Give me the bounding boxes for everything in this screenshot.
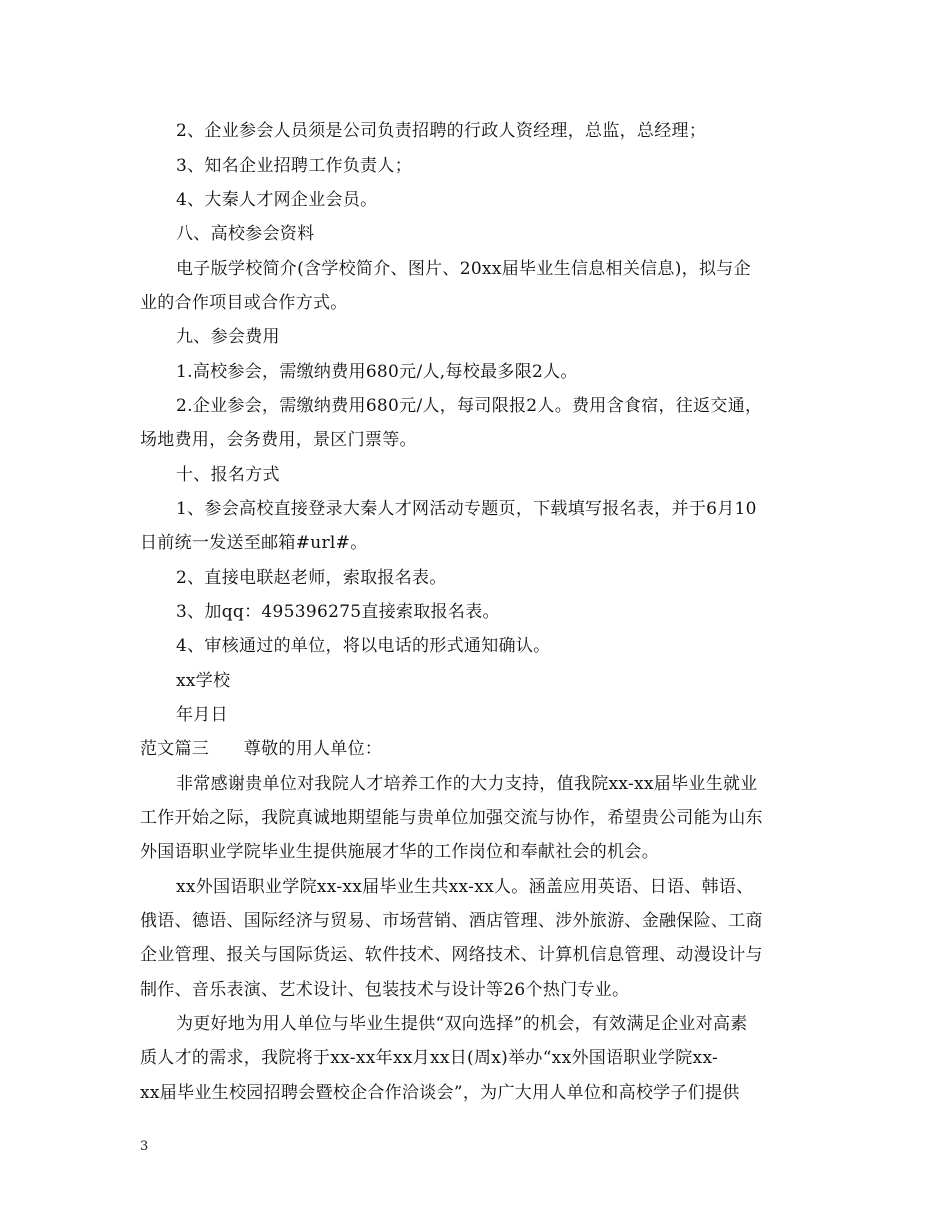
text-line: 制作、音乐表演、艺术设计、包装技术与设计等26个热门专业。 bbox=[140, 980, 630, 1000]
text-line: 企业管理、报关与国际货运、软件技术、网络技术、计算机信息管理、动漫设计与 bbox=[140, 945, 763, 965]
text-line: 1.高校参会，需缴纳费用680元/人,每校最多限2人。 bbox=[176, 362, 578, 382]
section-heading: 九、参会费用 bbox=[176, 327, 280, 347]
text-line: 2.企业参会，需缴纳费用680元/人，每司限报2人。费用含食宿，往返交通， bbox=[176, 396, 763, 416]
text-line: 4、大秦人才网企业会员。 bbox=[176, 190, 378, 210]
text-line: xx外国语职业学院xx-xx届毕业生共xx-xx人。涵盖应用英语、日语、韩语、 bbox=[176, 877, 754, 897]
signature-date: 年月日 bbox=[176, 705, 228, 725]
signature-school: xx学校 bbox=[176, 671, 231, 691]
text-line: 电子版学校简介(含学校简介、图片、20xx届毕业生信息相关信息)，拟与企 bbox=[176, 259, 751, 279]
text-line: 外国语职业学院毕业生提供施展才华的工作岗位和奉献社会的机会。 bbox=[140, 842, 659, 862]
section-heading: 八、高校参会资料 bbox=[176, 224, 315, 244]
text-line: 业的合作项目或合作方式。 bbox=[140, 293, 348, 313]
text-line: 4、审核通过的单位，将以电话的形式通知确认。 bbox=[176, 636, 551, 656]
text-line: 1、参会高校直接登录大秦人才网活动专题页，下载填写报名表，并于6月10 bbox=[176, 499, 757, 519]
text-line: xx届毕业生校园招聘会暨校企合作洽谈会”，为广大用人单位和高校学子们提供 bbox=[140, 1083, 740, 1103]
text-line: 质人才的需求，我院将于xx-xx年xx月xx日(周x)举办“xx外国语职业学院xx- bbox=[140, 1048, 719, 1068]
text-line: 场地费用，会务费用，景区门票等。 bbox=[140, 430, 417, 450]
text-line: 2、企业参会人员须是公司负责招聘的行政人资经理，总监，总经理； bbox=[176, 121, 707, 141]
text-line: 3、知名企业招聘工作负责人； bbox=[176, 156, 413, 176]
text-line: 日前统一发送至邮箱#url#。 bbox=[140, 533, 368, 553]
text-line: 为更好地为用人单位与毕业生提供“双向选择”的机会，有效满足企业对高素 bbox=[176, 1014, 748, 1034]
page-number: 3 bbox=[140, 1139, 149, 1154]
text-line: 3、加qq：495396275直接索取报名表。 bbox=[176, 602, 500, 622]
letter-heading: 范文篇三 尊敬的用人单位： bbox=[140, 739, 383, 759]
text-line: 工作开始之际，我院真诚地期望能与贵单位加强交流与协作，希望贵公司能为山东 bbox=[140, 808, 763, 828]
text-line: 2、直接电联赵老师，索取报名表。 bbox=[176, 568, 447, 588]
text-line: 非常感谢贵单位对我院人才培养工作的大力支持，值我院xx-xx届毕业生就业 bbox=[176, 774, 758, 794]
section-heading: 十、报名方式 bbox=[176, 465, 280, 485]
text-line: 俄语、德语、国际经济与贸易、市场营销、酒店管理、涉外旅游、金融保险、工商 bbox=[140, 911, 763, 931]
